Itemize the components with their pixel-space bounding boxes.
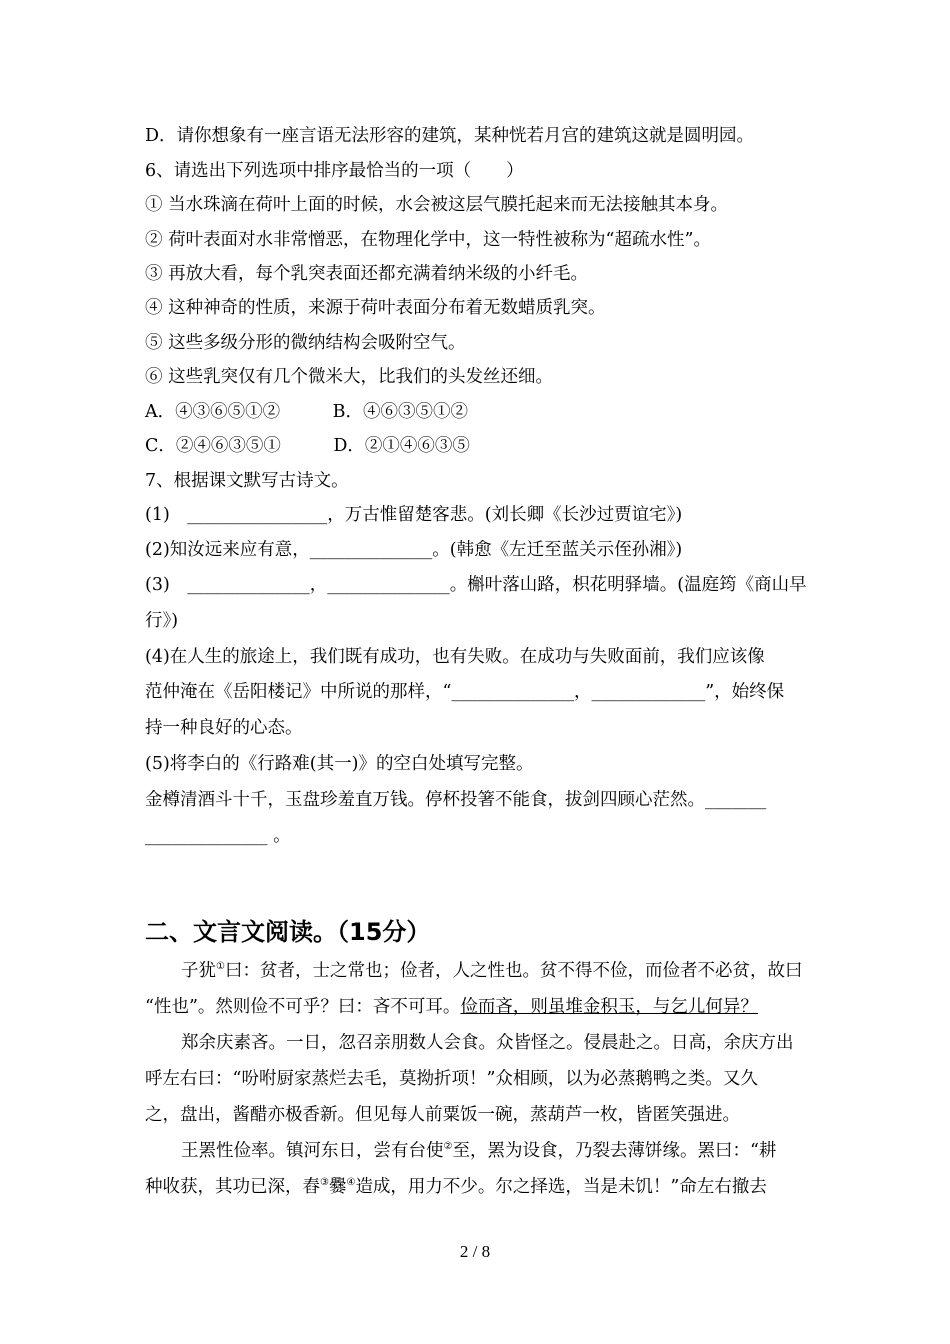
q6-options-cd: C．②④⑥③⑤① D．②①④⑥③⑤: [145, 436, 470, 456]
q6-item: ② 荷叶表面对水非常憎恶，在物理化学中，这一特性被称为“超疏水性”。: [145, 230, 711, 250]
section-title: 二、文言文阅读。（15分）: [145, 918, 431, 946]
passage-3-line-1: 王罴性俭率。镇河东日，尝有台使②至，罴为设食，乃裂去薄饼缘。罴曰：“耕: [181, 1141, 777, 1161]
q7-line-5: (4)在人生的旅途上，我们既有成功，也有失败。在成功与失败面前，我们应该像: [145, 647, 765, 667]
page-number: 2 / 8: [459, 1242, 491, 1261]
footnote-marker: ①: [216, 961, 225, 973]
passage-3-line-2: 种收获，其功已深，舂③爨④造成，用力不少。尔之择选，当是未饥！”命左右撤去: [145, 1177, 767, 1197]
q6-item: ① 当水珠滴在荷叶上面的时候，水会被这层气膜托起来而无法接触其本身。: [145, 195, 729, 215]
q7-line-7: 持一种良好的心态。: [145, 718, 303, 738]
q7-line-2: (2)知汝远来应有意，______________。(韩愈《左迁至蓝关示侄孙湘》): [145, 540, 683, 560]
q7-line-4: 行》): [145, 611, 179, 631]
q7-line-10: ______________ 。: [145, 826, 291, 846]
footnote-marker: ②: [443, 1141, 453, 1153]
passage-2-line-1: 郑余庆素吝。一日，忽召亲朋数人会食。众皆怪之。侵晨赴之。日高，余庆方出: [181, 1033, 794, 1053]
passage-1-line-1: 子犹①曰：贫者，士之常也；俭者，人之性也。贫不得不俭，而俭者不必贫，故曰: [181, 961, 803, 981]
q7-line-3: (3) ______________，______________。槲叶落山路，枳花明驿墙。(温庭筠《商山早: [145, 575, 807, 595]
q7-line-9: 金樽清酒斗十千，玉盘珍羞直万钱。停杯投箸不能食，拔剑四顾心茫然。_______: [145, 790, 767, 810]
q6-prompt: 6、请选出下列选项中排序最恰当的一项（ ）: [145, 161, 524, 181]
passage-2-line-2: 呼左右曰：“吩咐厨家蒸烂去毛，莫拗折项！”众相顾，以为必蒸鹅鸭之类。又久: [145, 1069, 758, 1089]
q6-item: ④ 这种神奇的性质，来源于荷叶表面分布着无数蜡质乳突。: [145, 298, 606, 318]
footnote-marker: ③: [320, 1177, 329, 1189]
q7-line-1: (1) ________________，万古惟留楚客悲。(刘长卿《长沙过贾谊宅》): [145, 505, 683, 525]
passage-2-line-3: 之，盘出，酱醋亦极香新。但见每人前粟饭一碗，蒸葫芦一枚，皆匿笑强进。: [145, 1105, 740, 1125]
passage-1-line-2: “性也”。然则俭不可乎？曰：吝不可耳。俭而吝，则虽堆金积玉，与乞儿何异？: [145, 997, 758, 1017]
underlined-sentence: 俭而吝，则虽堆金积玉，与乞儿何异？: [460, 997, 758, 1017]
q7-line-6: 范仲淹在《岳阳楼记》中所说的那样，“______________，_____________”，始终保: [145, 682, 785, 702]
q6-options-ab: A．④③⑥⑤①② B．④⑥③⑤①②: [145, 402, 468, 422]
footnote-marker: ④: [346, 1177, 356, 1189]
q6-item: ③ 再放大看，每个乳突表面还都充满着纳米级的小纤毛。: [145, 264, 589, 284]
q5-option-d: D．请你想象有一座言语无法形容的建筑，某种恍若月宫的建筑这就是圆明园。: [145, 126, 755, 146]
q7-prompt: 7、根据课文默写古诗文。: [145, 471, 349, 491]
q6-item: ⑤ 这些多级分形的微纳结构会吸附空气。: [145, 333, 466, 353]
q6-item: ⑥ 这些乳突仅有几个微米大，比我们的头发丝还细。: [145, 367, 554, 387]
q7-line-8: (5)将李白的《行路难(其一)》的空白处填写完整。: [145, 754, 534, 774]
